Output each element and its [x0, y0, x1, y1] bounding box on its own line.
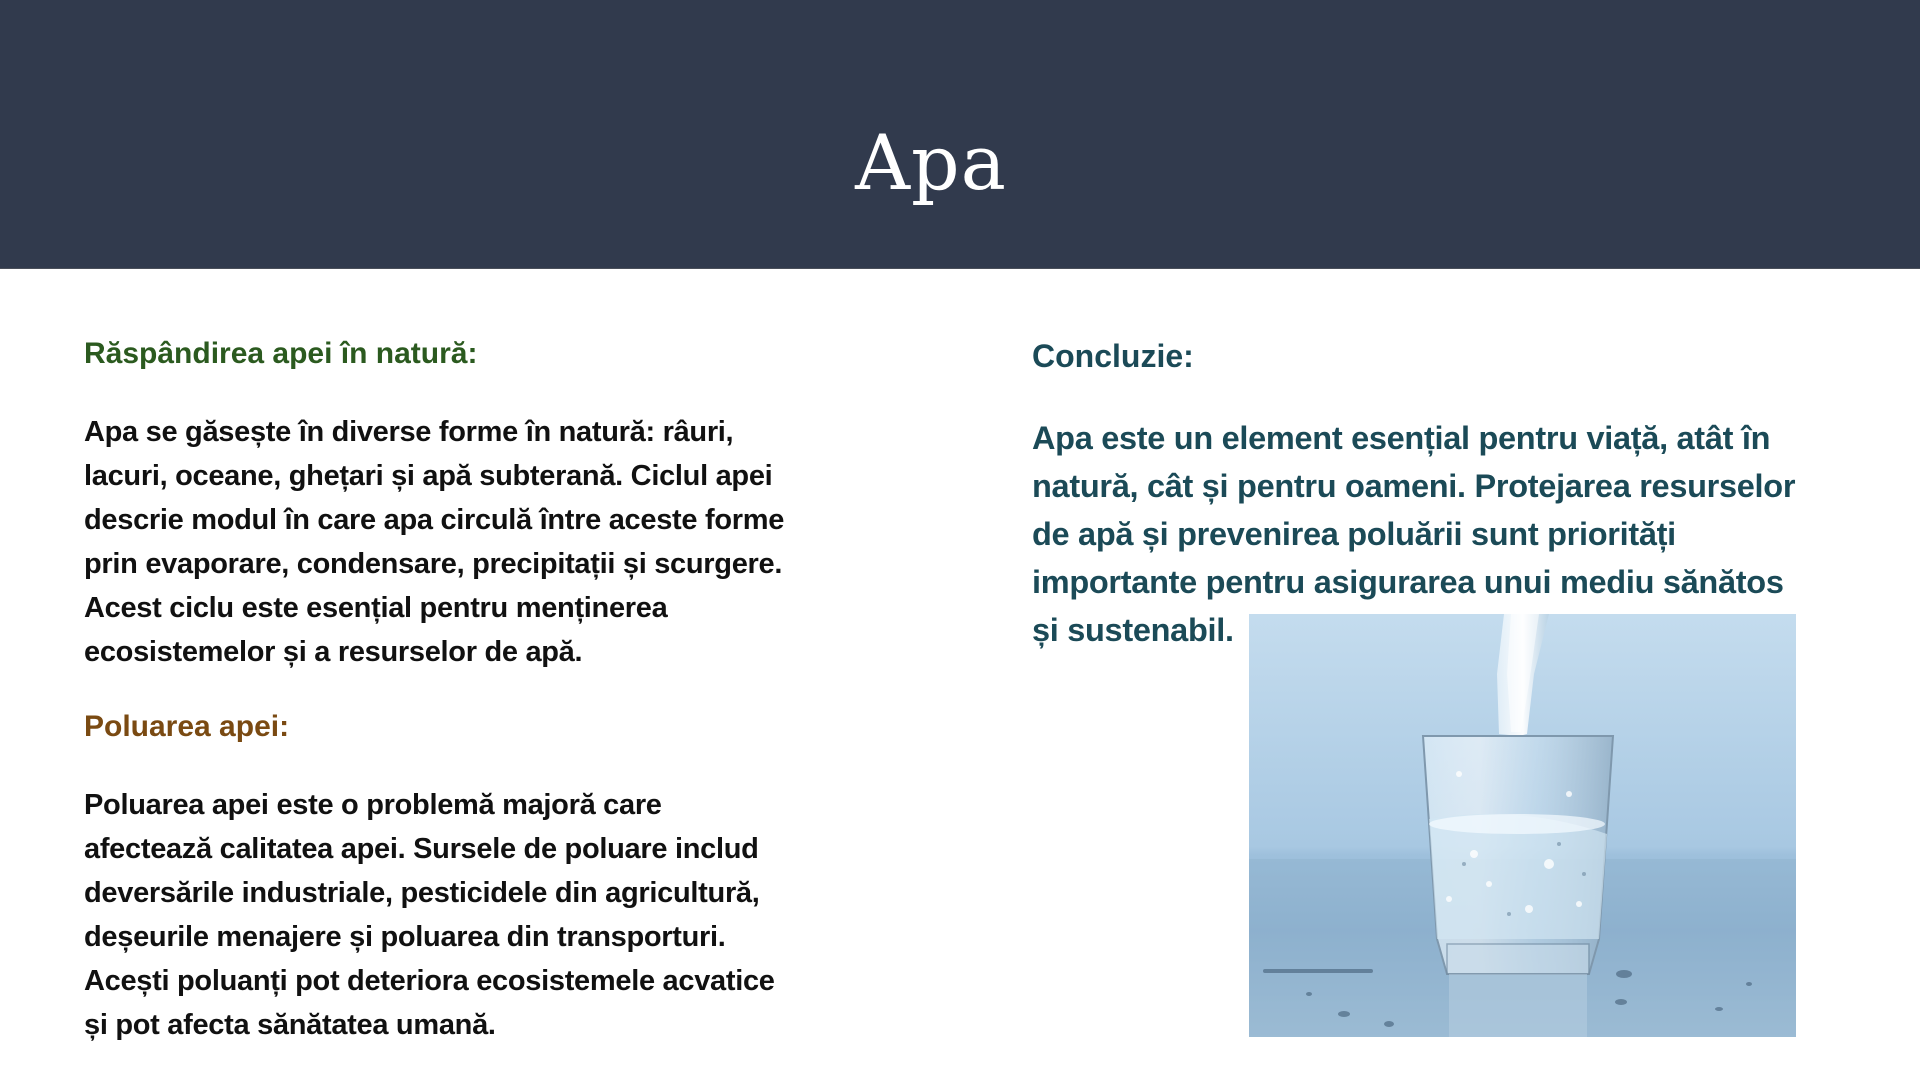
text-line: și pot afecta sănătatea umană.: [84, 1009, 496, 1041]
text-line: natură, cât și pentru oameni. Protejarea resurselor: [1032, 468, 1796, 504]
text-line: deversările industriale, pesticidele din agricultură,: [84, 877, 760, 909]
text-line: Poluarea apei este o problemă majoră care: [84, 789, 662, 821]
glass-of-water-image: [1249, 614, 1796, 1037]
section-heading-conclusion: Concluzie:: [1032, 338, 1194, 374]
slide-title: Apa: [855, 118, 1007, 207]
text-line: Apa se găsește în diverse forme în natură: râuri,: [84, 416, 734, 448]
text-line: prin evaporare, condensare, precipitații și scurgere.: [84, 548, 783, 580]
text-line: Acești poluanți pot deteriora ecosistemele acvatice: [84, 965, 775, 997]
text-line: și sustenabil.: [1032, 612, 1234, 648]
text-line: descrie modul în care apa circulă între aceste forme: [84, 504, 785, 536]
text-line: afectează calitatea apei. Sursele de poluare includ: [84, 833, 759, 865]
section-heading-distribution: Răspândirea apei în natură:: [84, 337, 478, 370]
paragraph-distribution: [84, 410, 784, 674]
slide-header: [0, 0, 1920, 269]
text-line: deșeurile menajere și poluarea din transporturi.: [84, 921, 726, 953]
paragraph-pollution: [84, 783, 775, 1047]
section-heading-pollution: Poluarea apei:: [84, 710, 290, 743]
text-line: ecosistemelor și a resurselor de apă.: [84, 636, 583, 668]
text-line: lacuri, oceane, ghețari și apă subterană. Ciclul apei: [84, 460, 773, 492]
text-line: Apa este un element esențial pentru viață, atât în: [1032, 420, 1771, 456]
text-line: Acest ciclu este esențial pentru menținerea: [84, 592, 668, 624]
text-line: importante pentru asigurarea unui mediu sănătos: [1032, 564, 1784, 600]
text-line: de apă și prevenirea poluării sunt priorități: [1032, 516, 1676, 552]
